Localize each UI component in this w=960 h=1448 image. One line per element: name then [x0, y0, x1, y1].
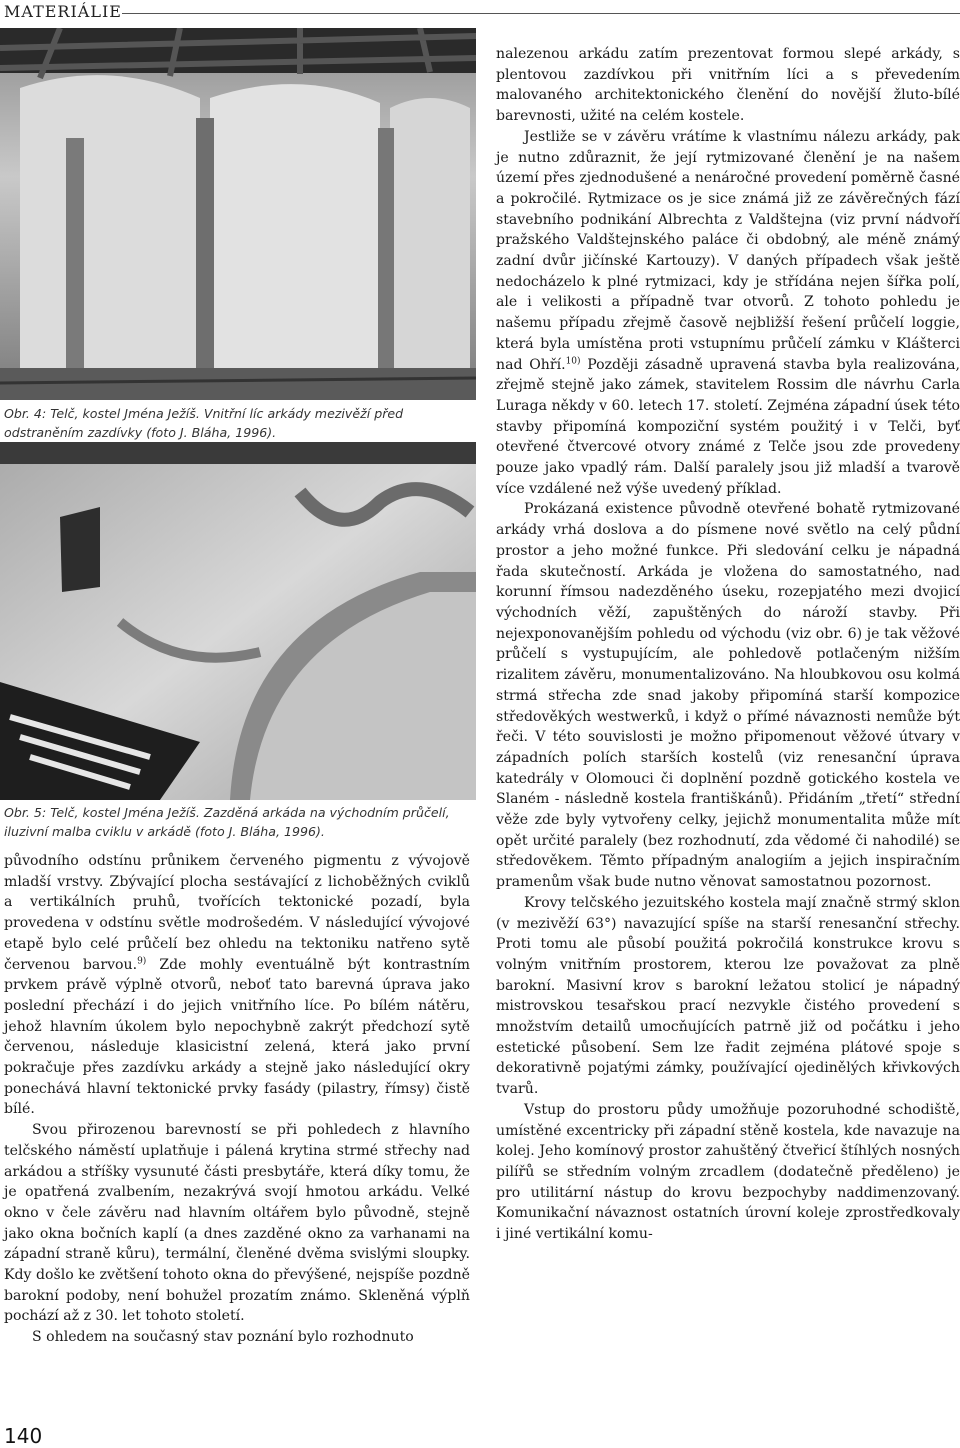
running-header — [4, 0, 960, 26]
footnote-ref[interactable]: 10) — [565, 355, 581, 366]
figure-4-photo — [0, 28, 476, 400]
paragraph: Prokázaná existence původně otevřené bohatě rytmizované arkády vrhá doslova a do písmene nové světlo na celý půdní prostor a jeho možné funkce. Při sledování celku je nápadná řada skutečností. Arkáda je vložena do samostatného, nad korunní římsou nadezděného úseku, rozepjatého mezi dvojicí východních věží, zapuštěných do nároží stavby. Při nejexponovanějším pohledu od východu (viz obr. 6) je tak věžové průčelí s vystupujícím, ale pohledově potlačeným nižším rizalitem závěru, monumentalizováno. Na hloubkovou osu kolmá strmá střecha zde snad jakoby připomíná starší kompozice středověkých westwerků, i když o přímé návaznosti nemůže být řeči. V této souvislosti je možno připomenout věžové útvary v západních polích starších kostelů (viz renesanční úprava katedrály v Olomouci či doplnění pozdně gotického kostela ve Slaném - následně kostela františkánů). Přidáním „třetí“ střední věže zde byly vytvořeny celky, jejichž monumentalita může mít opět určité paralely (bez rozhodnutí, zda vědomé či nahodilé) se středověkem. Těmto případným analogiím a jejich inspiračním pramenům však bude nutno věnovat samostatnou pozornost. — [496, 501, 960, 891]
photo-wall-bricked-arcade — [0, 28, 476, 400]
footnote-ref[interactable]: 9) — [137, 955, 147, 966]
paragraph: S ohledem na současný stav poznání bylo rozhodnuto — [32, 1329, 414, 1346]
photo-plastered-arch — [0, 442, 476, 800]
figure-5-caption: Obr. 5: Telč, kostel Jména Ježíš. Zazděná arkáda na východním průčelí, iluzivní malba cviklu v arkádě (foto J. Bláha, 1996). — [4, 805, 450, 839]
paragraph: Svou přirozenou barevností se při pohledech z hlavního telčského náměstí uplatňuje i pálená krytina strmé střechy nad arkádou a stříšky vysunuté části presbytáře, která díky tomu, že je opatřená zvalbením, nezakrývá svojí hmotou arkádu. Velké okno v čele závěru nad hlavním oltářem bylo původně, stejně jako okna bočních kaplí (a dnes zazděné okno za varhanami na západní straně kůru), termální, členěné dvěma svislými sloupky. Kdy došlo ke zvětšení tohoto okna do převýšené, nejspíše pozdně barokní podoby, není bohužel prozatím známo. Skleněná výplň pochází až z 30. let tohoto století. — [4, 1122, 470, 1325]
paragraph: Jestliže se v závěru vrátíme k vlastnímu nálezu arkády, pak je nutno zdůraznit, že její rytmizované členění je na našem území přes zjednodušené a nenáročné provedení poměrně časné a pokročilé. Rytmizace os je sice známá již ze závěrečných fází stavebního podnikání Albrechta z Valdštejna (viz první nádvoří pražského Valdštejnského paláce či obdobný, ale méně známý zadní dvůr jičínské Kartouzy). V daných případech však ještě nedocházelo k plné rytmizaci, kdy je střídána nejen šířka polí, ale i velikosti a případně tvar otvorů. Z tohoto pohledu je našemu případu zřejmě časově nejbližší řešení průčelí loggie, která byla umístěna proti vstupnímu průčelí zámku v Klášterci nad Ohří.$^{10)}$ Později zásadně upravená stavba byla realizována, zřejmě stejně jako zámek, stavitelem Rossim dle návrhu Carla Luraga někdy v 60. letech 17. století. Zejména západní úsek této stavby připomíná kompoziční systém použitý i v Telči, byť otevřené čtvercové otvory známé z Telče jsou zde provedeny pouze jako vpadlý rám. Další paralely jsou již mladší a tvarově více vzdálené než výše uvedený příklad. — [496, 128, 960, 497]
header-rule — [122, 13, 960, 14]
paragraph: Krovy telčského jezuitského kostela mají značně strmý sklon (v mezivěží 63°) navazující spíše na starší renesanční střechy. Proti tomu ale působí použitá pokročilá konstrukce krovu s volným vnitřním prostorem, kterou lze považovat za plně barokní. Masivní krov s barokní ležatou stolicí je nápadný mistrovskou tesařskou prací nezvykle čistého provedení s množstvím detailů umocňujících patrně již od počátku i jeho estetické působení. Sem lze řadit zejména plátové spoje s dekorativně pojatými zámky, používající ojedinělých křivkových tvarů. — [496, 894, 960, 1098]
paragraph: nalezenou arkádu zatím prezentovat formou slepé arkády, s plentovou zazdívkou při vnitřním líci a s převedením malovaného architektonického členění do novější žluto-bílé barevnosti, užité na celém kostele. — [496, 46, 960, 125]
left-text-column — [4, 851, 470, 1348]
figure-4-caption: Obr. 4: Telč, kostel Jména Ježíš. Vnitřní líc arkády mezivěží před odstraněním zazdívky (foto J. Bláha, 1996). — [4, 406, 404, 440]
page-number: 140 — [4, 1424, 43, 1448]
section-label: MATERIÁLIE — [4, 2, 122, 21]
paragraph: Vstup do prostoru půdy umožňuje pozoruhodné schodiště, umístěné excentricky při západní stěně kostela, kde navazuje na kolej. Jeho komínový prostor zahuštěný čtveřicí štíhlých nosných pilířů se středním volným zrcadlem (dodatečně předěleno) je pro utilitární nástup do krovu bezpochyby naddimenzovaný. Komunikační návaznost ostatních úrovní koleje zprostředkovaly i jiné vertikální komu- — [496, 1101, 960, 1243]
figure-5-photo — [0, 442, 476, 800]
paragraph: původního odstínu průnikem červeného pigmentu z vývojově mladší vrstvy. Zbývající plocha sestávající z lichoběžných cviklů a vertikálních pruhů, tvořících tektonické pozadí, byla provedena v odstínu světle modrošedém. V následující vývojové etapě bylo celé průčelí bez ohledu na tektoniku natřeno sytě červenou barvou.$^{9)}$ Zde mohly eventuálně být kontrastním prvkem právě výplně otvorů, neboť tato barevná úprava jako poslední přechází i do jejich vnitřního líce. Po bílém nátěru, jehož hlavním úkolem bylo nepochybně zakrýt předchozí sytě červenou, následuje klasicistní zelená, která jako první pokračuje přes zazdívku arkády a stejně jako následující okry ponechává hlavní tektonické prvky fasády (pilastry, římsy) čistě bílé. — [4, 853, 471, 1118]
right-text-column — [496, 44, 960, 1245]
